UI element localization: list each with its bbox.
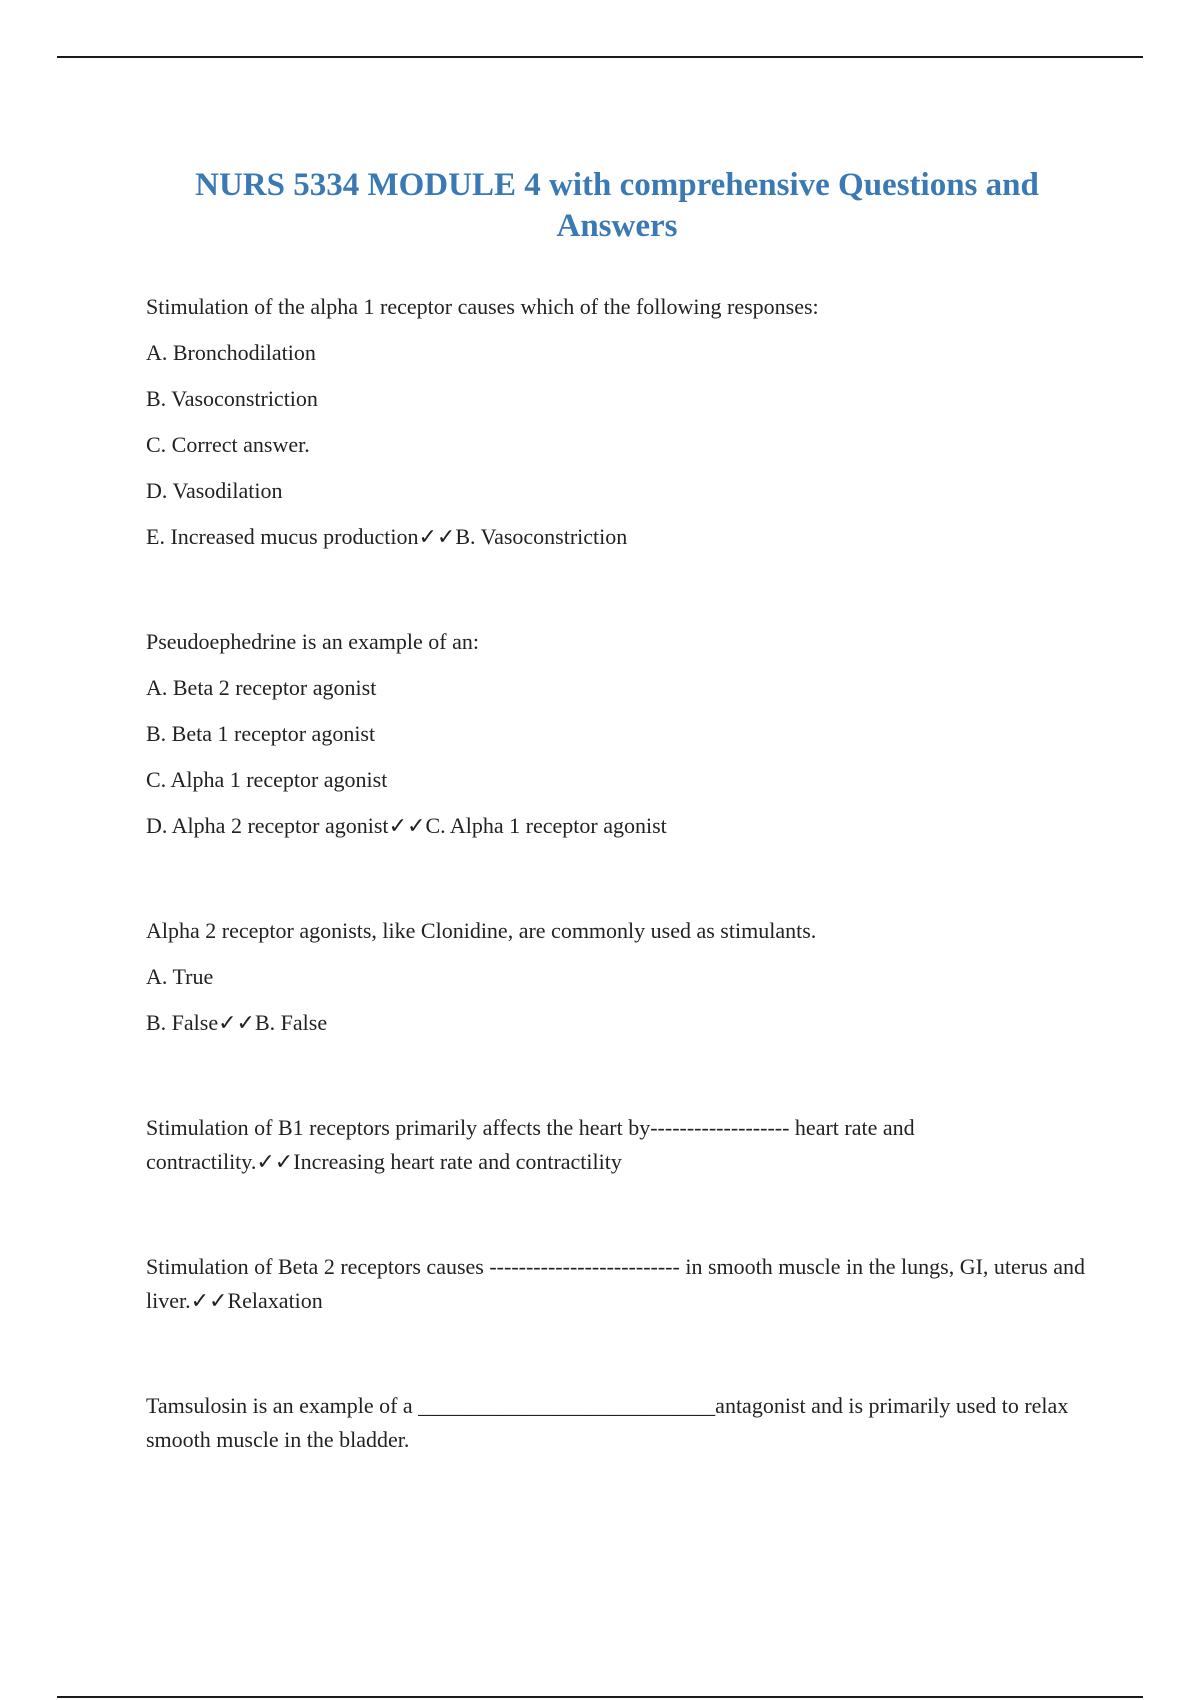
option-b: B. Beta 1 receptor agonist	[146, 721, 376, 746]
option-b: B. False	[146, 1010, 219, 1035]
footer-rule	[57, 1696, 1143, 1698]
question-3	[146, 914, 1106, 1041]
option-a: A. Beta 2 receptor agonist	[146, 675, 377, 700]
option-c: C. Alpha 1 receptor agonist	[146, 767, 388, 792]
answer: Increasing heart rate and contractility	[293, 1149, 622, 1174]
double-check-icon: ✓✓	[418, 525, 456, 550]
question-prompt: Pseudoephedrine is an example of an:	[146, 629, 479, 654]
question-2	[146, 625, 1106, 844]
option-d-with-answer	[146, 809, 1106, 844]
option-b: B. Vasoconstriction	[146, 386, 318, 411]
answer: B. False	[255, 1010, 328, 1035]
question-prompt: Stimulation of the alpha 1 receptor causes which of the following responses:	[146, 294, 819, 319]
question-6	[146, 1389, 1106, 1457]
question-list	[146, 290, 1106, 1457]
option-a: A. Bronchodilation	[146, 340, 316, 365]
option-e: E. Increased mucus production	[146, 524, 419, 549]
question-prompt-with-answer	[146, 1111, 1106, 1180]
option-a: A. True	[146, 964, 214, 989]
answer: Relaxation	[227, 1288, 323, 1313]
option-b-with-answer	[146, 1006, 1106, 1041]
title-line-2: Answers	[556, 208, 678, 244]
option-d: D. Vasodilation	[146, 478, 283, 503]
option-c: C. Correct answer.	[146, 432, 310, 457]
question-prompt: Stimulation of Beta 2 receptors causes -------------------------- in smooth muscle in the lungs, GI, uterus and liver.	[146, 1254, 1085, 1313]
question-prompt: Stimulation of B1 receptors primarily affects the heart by------------------- heart rate and contractility.	[146, 1115, 915, 1174]
question-1	[146, 290, 1106, 555]
question-prompt-with-answer	[146, 1250, 1106, 1319]
option-d: D. Alpha 2 receptor agonist	[146, 813, 389, 838]
double-check-icon: ✓✓	[190, 1289, 228, 1314]
header-rule	[57, 56, 1143, 58]
document-title	[100, 165, 1134, 247]
double-check-icon: ✓✓	[256, 1150, 294, 1175]
answer: C. Alpha 1 receptor agonist	[425, 813, 667, 838]
question-prompt: Alpha 2 receptor agonists, like Clonidine, are commonly used as stimulants.	[146, 918, 817, 943]
title-line-1: NURS 5334 MODULE 4 with comprehensive Questions and	[195, 167, 1039, 203]
question-4	[146, 1111, 1106, 1180]
double-check-icon: ✓✓	[218, 1011, 255, 1036]
answer: B. Vasoconstriction	[455, 524, 628, 549]
question-prompt: Tamsulosin is an example of a ___________________________antagonist and is primarily used to relax smooth muscle in the bladder.	[146, 1393, 1069, 1452]
option-e-with-answer	[146, 520, 1106, 555]
question-5	[146, 1250, 1106, 1319]
double-check-icon: ✓✓	[388, 814, 426, 839]
